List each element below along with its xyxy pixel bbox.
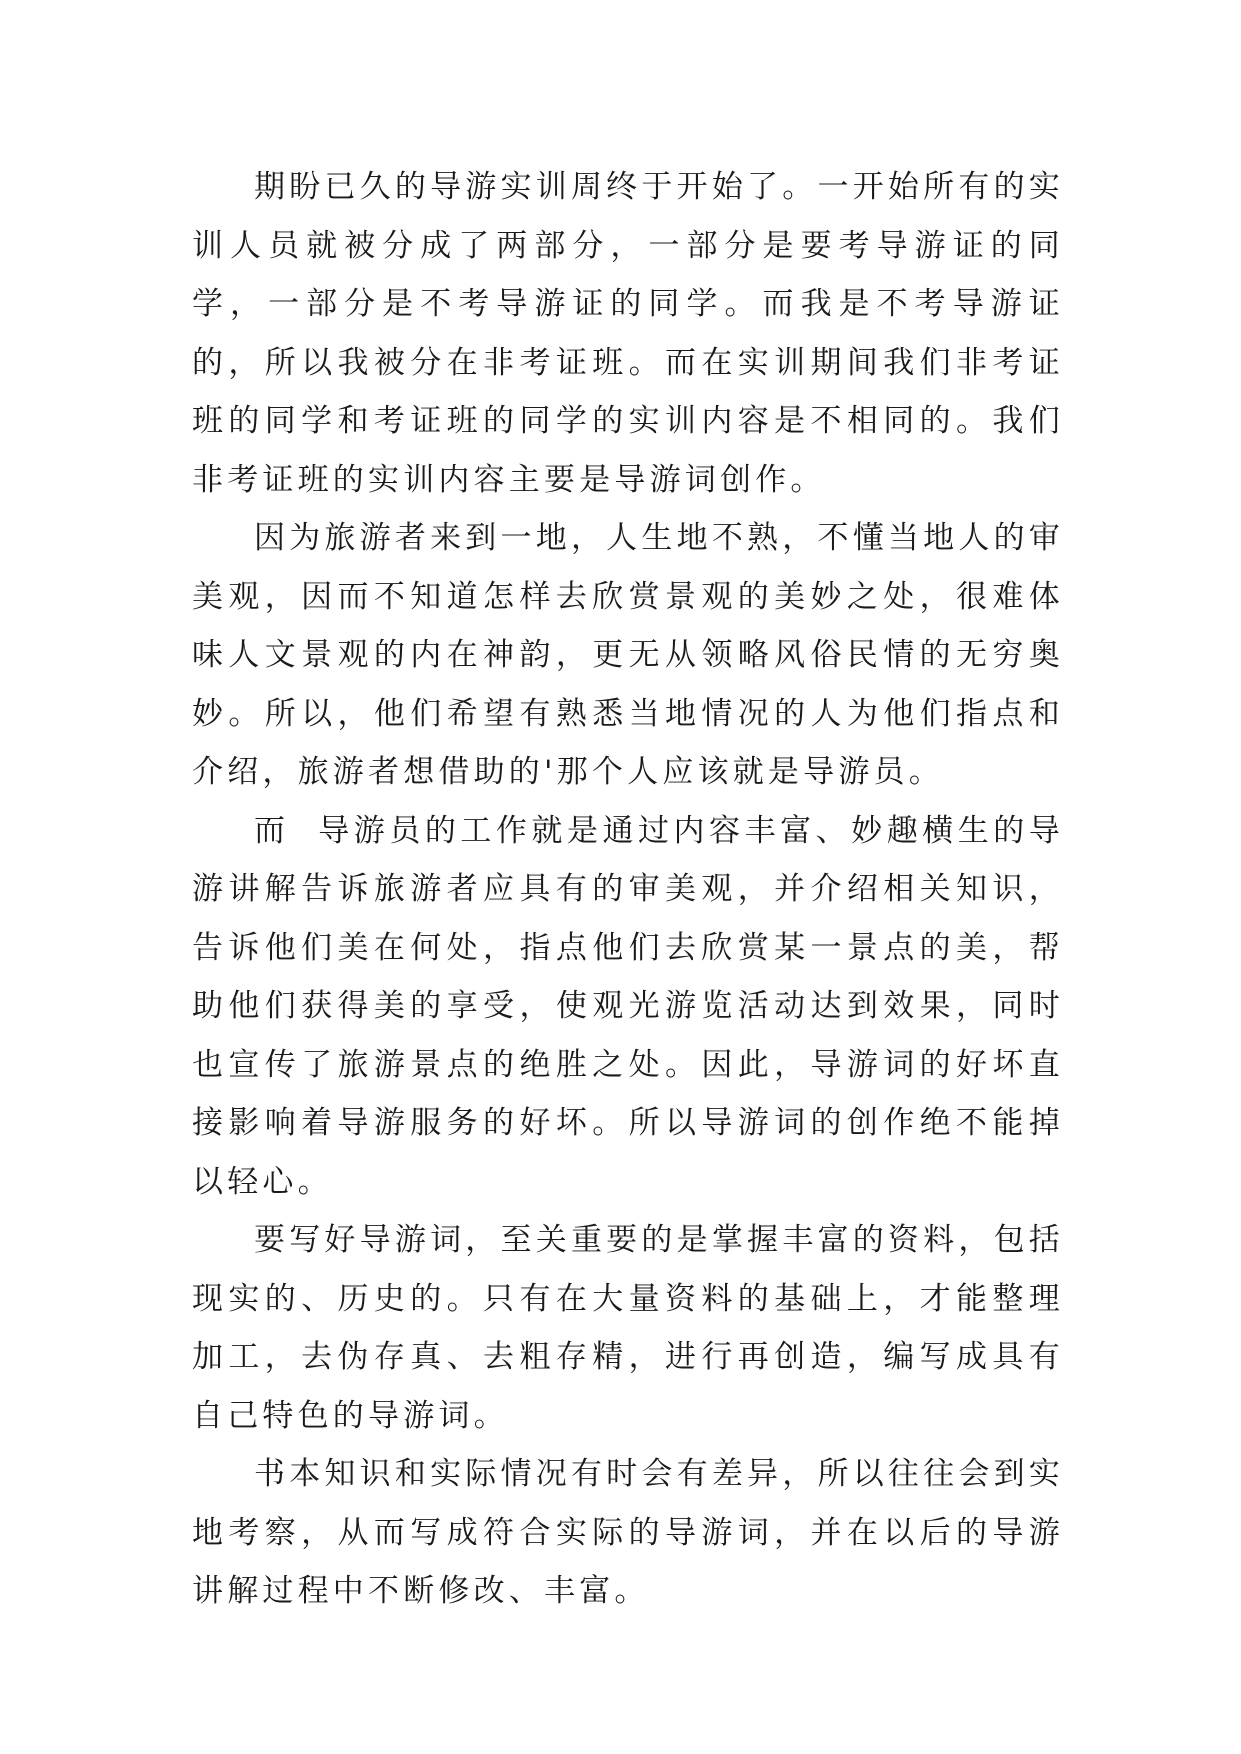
- document-body: [192, 158, 1064, 1621]
- paragraph-4: 要写好导游词，至关重要的是掌握丰富的资料，包括现实的、历史的。只有在大量资料的基础上，才能整理加工，去伪存真、去粗存精，进行再创造，编写成具有自己特色的导游词。: [192, 1222, 1064, 1434]
- paragraph-3: 而 导游员的工作就是通过内容丰富、妙趣横生的导游讲解告诉旅游者应具有的审美观，并介绍相关知识，告诉他们美在何处，指点他们去欣赏某一景点的美，帮助他们获得美的享受，使观光游览活动达到效果，同时也宣传了旅游景点的绝胜之处。因此，导游词的好坏直接影响着导游服务的好坏。所以导游词的创作绝不能掉以轻心。: [192, 812, 1064, 1200]
- paragraph-5: 书本知识和实际情况有时会有差异，所以往往会到实地考察，从而写成符合实际的导游词，并在以后的导游讲解过程中不断修改、丰富。: [192, 1456, 1064, 1609]
- paragraph-1: 期盼已久的导游实训周终于开始了。一开始所有的实训人员就被分成了两部分，一部分是要考导游证的同学，一部分是不考导游证的同学。而我是不考导游证的，所以我被分在非考证班。而在实训期间我们非考证班的同学和考证班的同学的实训内容是不相同的。我们非考证班的实训内容主要是导游词创作。: [192, 169, 1064, 498]
- paragraph-2: 因为旅游者来到一地，人生地不熟，不懂当地人的审美观，因而不知道怎样去欣赏景观的美妙之处，很难体味人文景观的内在神韵，更无从领略风俗民情的无穷奥妙。所以，他们希望有熟悉当地情况的人为他们指点和介绍，旅游者想借助的'那个人应该就是导游员。: [192, 520, 1064, 790]
